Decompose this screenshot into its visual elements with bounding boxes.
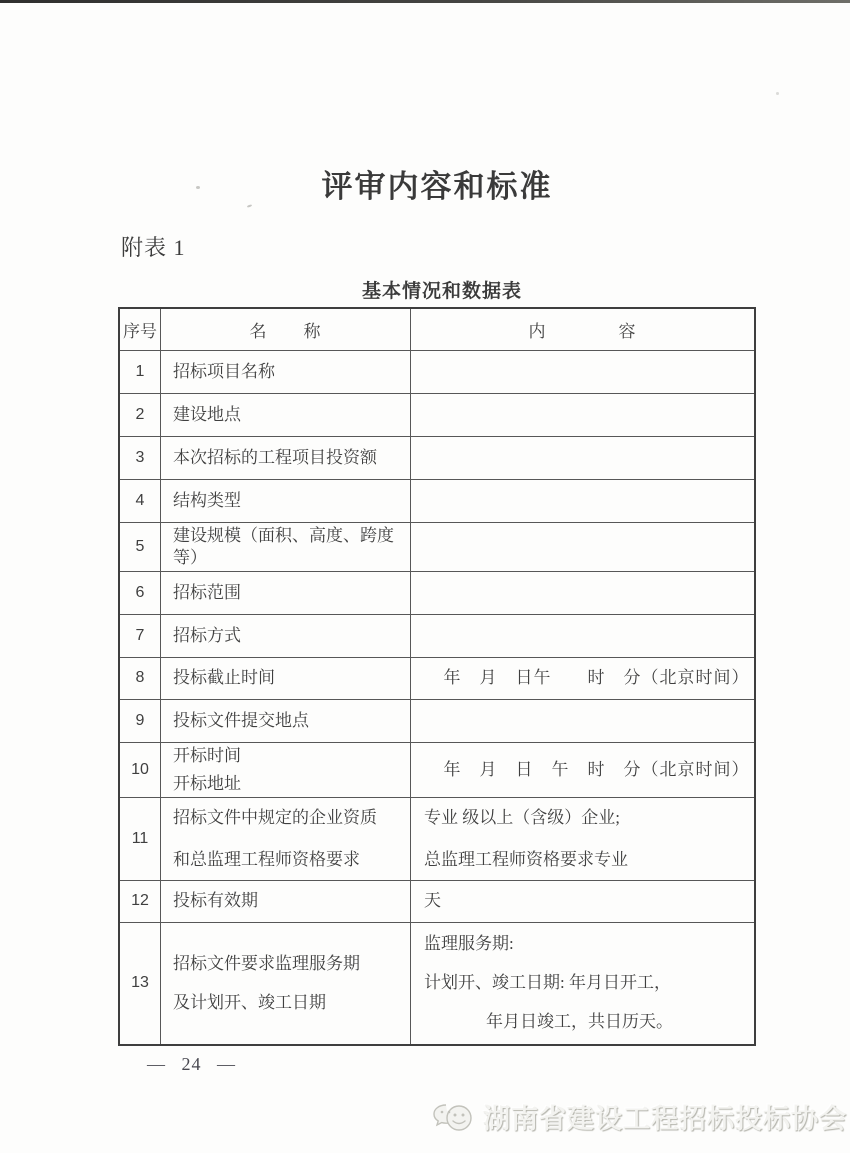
cell-content-line: 年 月 日午 时 分（北京时间） (443, 668, 750, 687)
cell-content (411, 614, 756, 657)
cell-serial-number: 8 (119, 657, 161, 699)
page-number: — 24 — (147, 1054, 236, 1074)
cell-serial-number: 9 (119, 699, 161, 742)
cell-content-line: 监理服务期: (424, 934, 514, 954)
table-head (119, 308, 755, 350)
cell-content-line: 计划开、竣工日期: 年月日开工， (424, 973, 671, 993)
annex-label: 附表 1 (121, 235, 186, 260)
cell-serial-number: 6 (119, 571, 161, 614)
cell-name-line: 开标地址 (173, 773, 241, 793)
association-watermark (432, 1097, 847, 1136)
cell-content (411, 742, 756, 797)
cell-content (411, 797, 756, 880)
cell-name-line: 投标有效期 (173, 891, 258, 910)
cell-name (161, 657, 411, 699)
cell-name (161, 614, 411, 657)
cell-content (411, 393, 756, 436)
scan-edge-artifact (0, 0, 850, 3)
table-row (119, 522, 755, 571)
table-title: 基本情况和数据表 (361, 281, 522, 302)
cell-serial-number: 10 (119, 742, 161, 797)
cell-name-line: 结构类型 (173, 490, 241, 510)
cell-content (411, 699, 756, 742)
cell-name-line: 招标文件中规定的企业资质 (173, 807, 377, 827)
cell-content (411, 479, 756, 522)
header-content: 内 容 (411, 308, 756, 350)
cell-serial-number: 12 (119, 880, 161, 922)
table-row (119, 393, 755, 436)
table-row (119, 922, 755, 1045)
cell-content-line: 年 月 日 午 时 分（北京时间） (443, 759, 750, 779)
cell-name-line: 开标时间 (173, 745, 241, 765)
cell-content (411, 657, 756, 699)
cell-name-line: 本次招标的工程项目投资额 (173, 447, 377, 467)
cell-name (161, 571, 411, 614)
cell-name (161, 797, 411, 880)
cell-name (161, 699, 411, 742)
cell-content (411, 436, 756, 479)
cell-serial-number: 1 (119, 350, 161, 393)
table-row (119, 742, 755, 797)
cell-serial-number: 4 (119, 479, 161, 522)
cell-serial-number: 7 (119, 614, 161, 657)
cell-name (161, 479, 411, 522)
table-row (119, 479, 755, 522)
cell-serial-number: 13 (119, 922, 161, 1045)
chat-mascot-icon (432, 1101, 476, 1133)
cell-name-line: 建设地点 (173, 404, 241, 424)
cell-name-line: 招标方式 (173, 625, 241, 645)
cell-content (411, 880, 756, 922)
cell-name (161, 393, 411, 436)
scan-speck (776, 92, 779, 95)
cell-serial-number: 5 (119, 522, 161, 571)
header-serial-number: 序号 (119, 308, 161, 350)
table-row (119, 614, 755, 657)
cell-name-line: 投标文件提交地点 (173, 710, 309, 730)
cell-content (411, 522, 756, 571)
table-row (119, 571, 755, 614)
cell-name-line: 招标文件要求监理服务期 (173, 953, 360, 973)
cell-name-line: 及计划开、竣工日期 (173, 992, 326, 1012)
cell-name (161, 922, 411, 1045)
table-body (119, 350, 755, 1045)
cell-content-line: 总监理工程师资格要求专业 (424, 849, 628, 869)
cell-name-line: 招标项目名称 (173, 361, 275, 381)
header-name: 名 称 (161, 308, 411, 350)
cell-name-line: 建设规模（面积、高度、跨度等） (173, 525, 394, 567)
table-row (119, 880, 755, 922)
table-row (119, 436, 755, 479)
cell-name (161, 522, 411, 571)
cell-content-line: 年月日竣工，共日历天。 (486, 1012, 673, 1032)
table-row (119, 350, 755, 393)
cell-content (411, 350, 756, 393)
cell-content (411, 571, 756, 614)
cell-serial-number: 2 (119, 393, 161, 436)
table-row (119, 797, 755, 880)
document-title: 评审内容和标准 (321, 169, 553, 204)
table-row (119, 657, 755, 699)
cell-name (161, 350, 411, 393)
cell-serial-number: 11 (119, 797, 161, 880)
cell-name (161, 880, 411, 922)
cell-content (411, 922, 756, 1045)
cell-name (161, 742, 411, 797)
table-header-row (119, 308, 755, 350)
table-row (119, 699, 755, 742)
cell-content-line: 专业 级以上（含级）企业; (424, 807, 620, 827)
cell-name-line: 投标截止时间 (173, 668, 275, 687)
association-name: 湖南省建设工程招标投标协会 (483, 1104, 847, 1134)
cell-name-line: 招标范围 (173, 582, 241, 602)
cell-name-line: 和总监理工程师资格要求 (173, 849, 360, 869)
cell-content-line: 天 (424, 891, 441, 910)
cell-name (161, 436, 411, 479)
cell-serial-number: 3 (119, 436, 161, 479)
basic-info-table (118, 307, 756, 1046)
